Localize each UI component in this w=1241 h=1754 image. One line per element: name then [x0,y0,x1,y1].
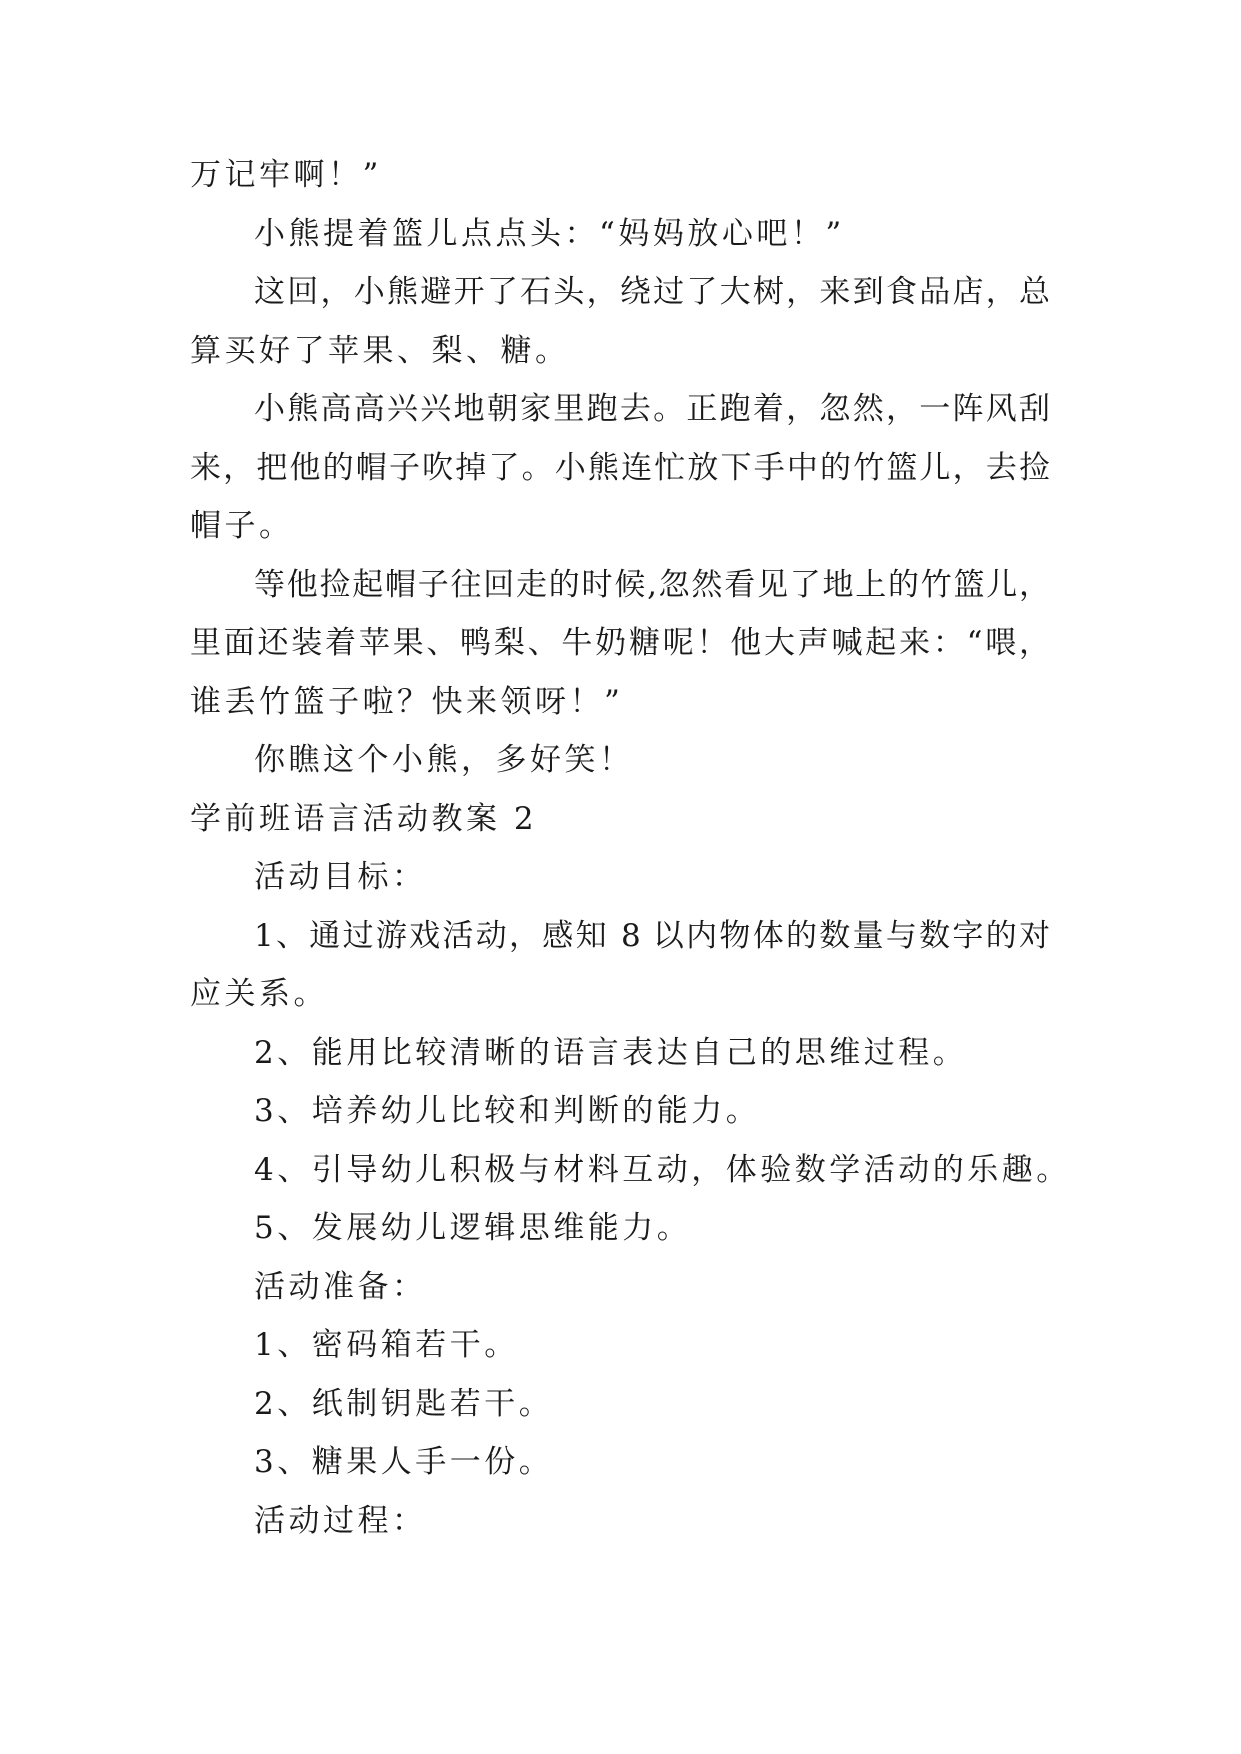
text-line: 帽子。 [190,508,294,544]
list-item: 5、发展幼儿逻辑思维能力。 [254,1210,692,1246]
list-item: 3、糖果人手一份。 [254,1444,554,1480]
text-line: 算买好了苹果、梨、糖。 [190,332,570,369]
text-line: 应关系。 [190,976,328,1012]
text-line: 谁丢竹篮子啦？快来领呀！” [190,683,624,720]
section-heading: 学前班语言活动教案 2 [190,800,538,837]
text-line: 里面还装着苹果、鸭梨、牛奶糖呢！他大声喊起来：“喂， [190,625,1050,661]
subheading: 活动过程： [254,1502,427,1539]
text-line: 小熊高高兴兴地朝家里跑去。正跑着，忽然，一阵风刮 [254,391,1050,427]
text-line: 小熊提着篮儿点点头：“妈妈放心吧！” [254,215,845,252]
document-body [190,146,1071,1550]
subheading: 活动准备： [254,1268,427,1305]
text-line: 这回，小熊避开了石头，绕过了大树，来到食品店，总 [254,274,1050,310]
text-line: 万记牢啊！” [190,157,382,193]
list-item: 2、纸制钥匙若干。 [254,1385,554,1422]
subheading: 活动目标： [254,859,427,895]
list-item: 1、密码箱若干。 [254,1327,519,1363]
text-line: 你瞧这个小熊，多好笑！ [254,742,634,778]
text-line: 等他捡起帽子往回走的时候,忽然看见了地上的竹篮儿， [254,566,1050,603]
list-item: 3、培养幼儿比较和判断的能力。 [254,1093,761,1129]
list-item: 1、通过游戏活动，感知 8 以内物体的数量与数字的对 [254,917,1050,954]
list-item: 2、能用比较清晰的语言表达自己的思维过程。 [254,1034,968,1071]
list-item: 4、引导幼儿积极与材料互动，体验数学活动的乐趣。 [254,1151,1071,1188]
text-line: 来，把他的帽子吹掉了。小熊连忙放下手中的竹篮儿，去捡 [190,449,1050,486]
